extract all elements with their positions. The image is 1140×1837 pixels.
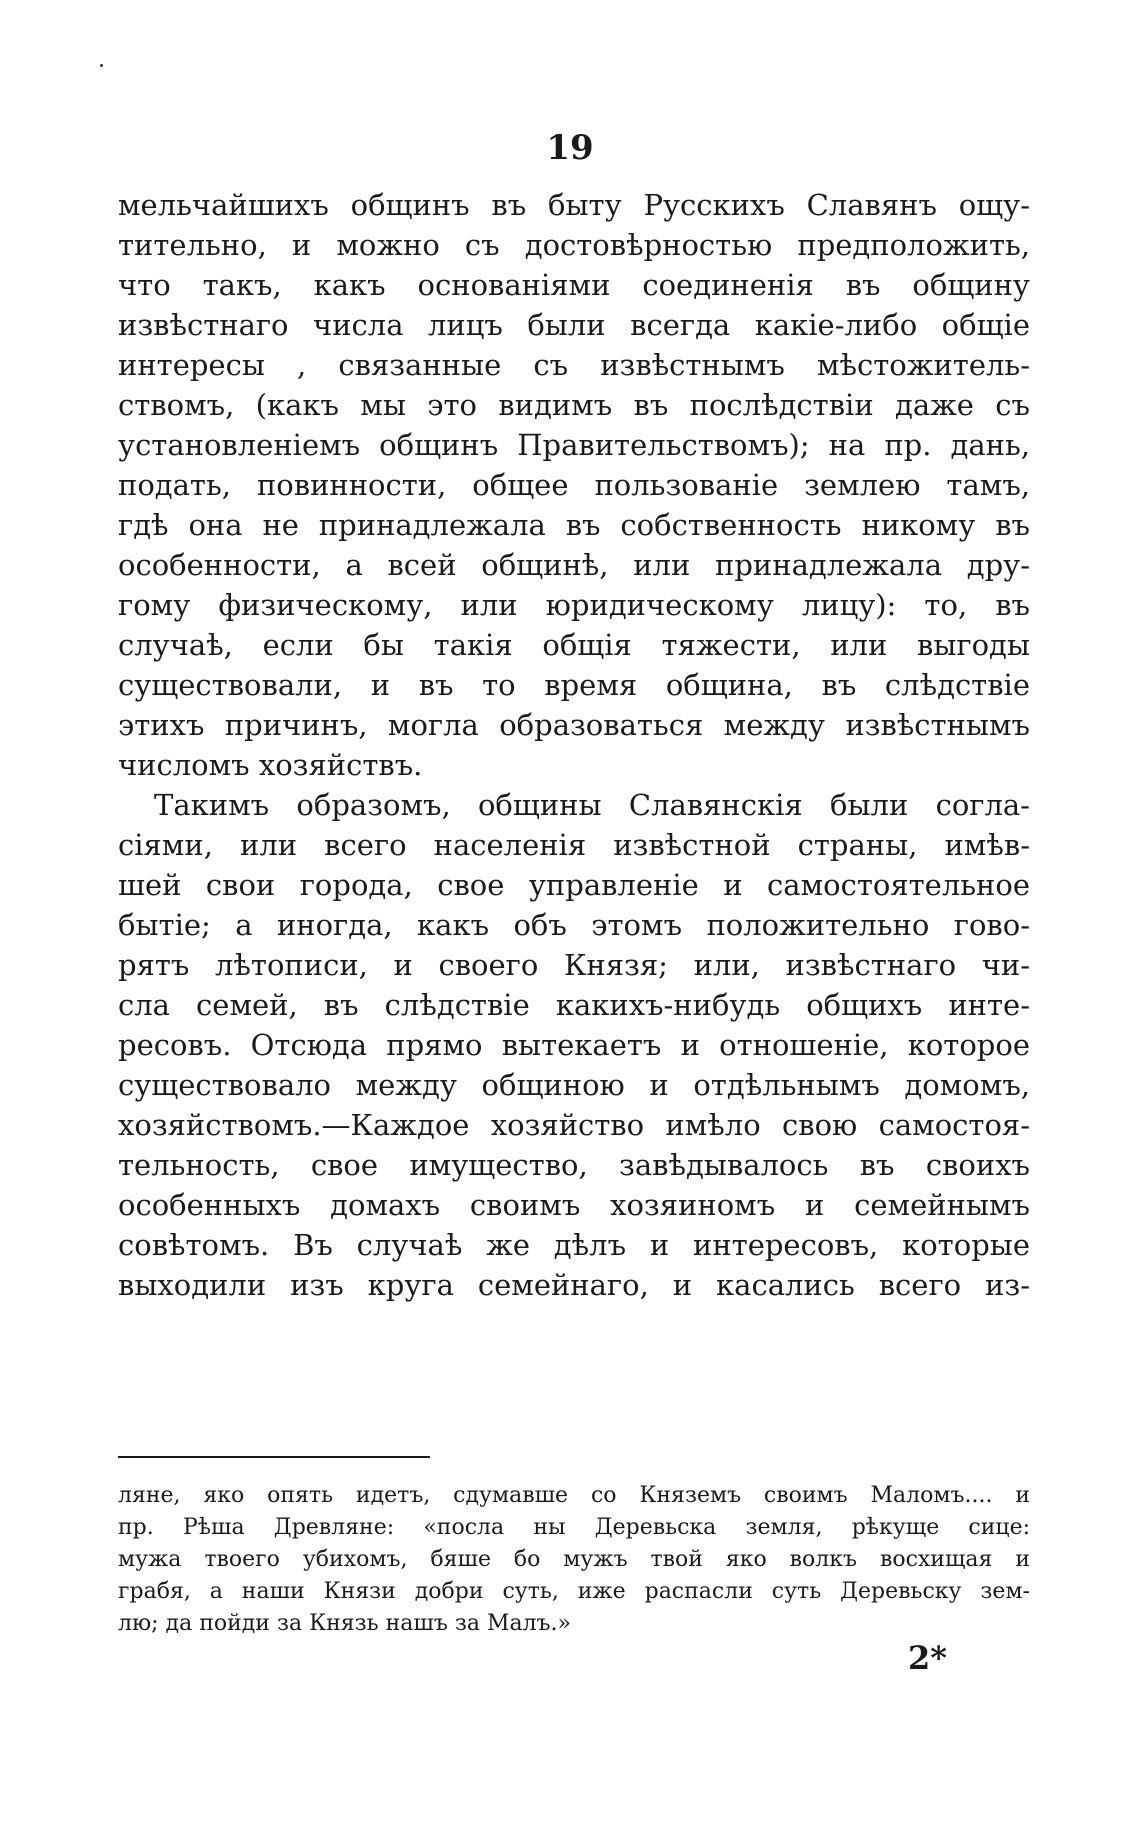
text-line: рятъ лѣтописи, и своего Князя; или, извѣстнаго чи- [118, 948, 1030, 982]
page-number: 19 [546, 128, 594, 168]
footnote-line: пр. Рѣша Древляне: «посла ны Деревьска земля, рѣкуще сице: [118, 1515, 1030, 1540]
footnote-line: мужа твоего убихомъ, бяше бо мужъ твой яко волкъ восхищая и [118, 1547, 1030, 1572]
footnote-line: ляне, яко опять идетъ, сдумавше со Княземъ своимъ Маломъ.... и [118, 1483, 1030, 1508]
footnote-line: грабя, а наши Князи добри суть, иже распасли суть Деревьску зем- [118, 1579, 1030, 1604]
text-line: Такимъ образомъ, общины Славянскія были согла- [154, 788, 1030, 822]
text-line: этихъ причинъ, могла образоваться между извѣстнымъ [118, 708, 1030, 742]
text-line: интересы , связанные съ извѣстнымъ мѣстожитель- [118, 348, 1030, 382]
text-line: хозяйствомъ.—Каждое хозяйство имѣло свою самостоя- [118, 1108, 1030, 1142]
text-line: бытіе; а иногда, какъ объ этомъ положительно гово- [118, 908, 1030, 942]
stray-ink-dot [100, 64, 103, 67]
text-line: извѣстнаго числа лицъ были всегда какіе-либо общіе [118, 308, 1030, 342]
text-line: совѣтомъ. Въ случаѣ же дѣлъ и интересовъ, которые [118, 1228, 1030, 1262]
text-line: что такъ, какъ основаніями соединенія въ общину [118, 268, 1030, 302]
text-line: гдѣ она не принадлежала въ собственность никому въ [118, 508, 1030, 542]
text-line: сіями, или всего населенія извѣстной страны, имѣв- [118, 828, 1030, 862]
text-line: подать, повинности, общее пользованіе землею тамъ, [118, 468, 1030, 502]
text-line: тительно, и можно съ достовѣрностью предположить, [118, 228, 1030, 262]
text-line: существовали, и въ то время община, въ слѣдствіе [118, 668, 1030, 702]
footnote-line: лю; да пойди за Князь нашъ за Малъ.» [118, 1611, 572, 1636]
text-line: числомъ хозяйствъ. [118, 748, 423, 782]
text-line: тельность, свое имущество, завѣдывалось въ своихъ [118, 1148, 1030, 1182]
text-line: гому физическому, или юридическому лицу): то, въ [118, 588, 1030, 622]
text-line: сла семей, въ слѣдствіе какихъ-нибудь общихъ инте- [118, 988, 1030, 1022]
text-line: ресовъ. Отсюда прямо вытекаетъ и отношеніе, которое [118, 1028, 1030, 1062]
main-text [118, 185, 1030, 1305]
signature-mark: 2* [908, 1639, 947, 1677]
text-line: мельчайшихъ общинъ въ быту Русскихъ Славянъ ощу- [118, 188, 1030, 222]
text-line: установленіемъ общинъ Правительствомъ); на пр. дань, [118, 428, 1030, 462]
text-line: выходили изъ круга семейнаго, и касались всего из- [118, 1268, 1030, 1302]
text-line: ствомъ, (какъ мы это видимъ въ послѣдствіи даже съ [118, 388, 1030, 422]
footnote [118, 1480, 1030, 1640]
paragraph-2 [118, 785, 1030, 1305]
footnote-divider [118, 1456, 430, 1458]
text-line: шей свои города, свое управленіе и самостоятельное [118, 868, 1030, 902]
text-line: случаѣ, если бы такія общія тяжести, или выгоды [118, 628, 1030, 662]
text-line: особенныхъ домахъ своимъ хозяиномъ и семейнымъ [118, 1188, 1030, 1222]
paragraph-1 [118, 185, 1030, 785]
text-line: существовало между общиною и отдѣльнымъ домомъ, [118, 1068, 1030, 1102]
text-line: особенности, а всей общинѣ, или принадлежала дру- [118, 548, 1030, 582]
